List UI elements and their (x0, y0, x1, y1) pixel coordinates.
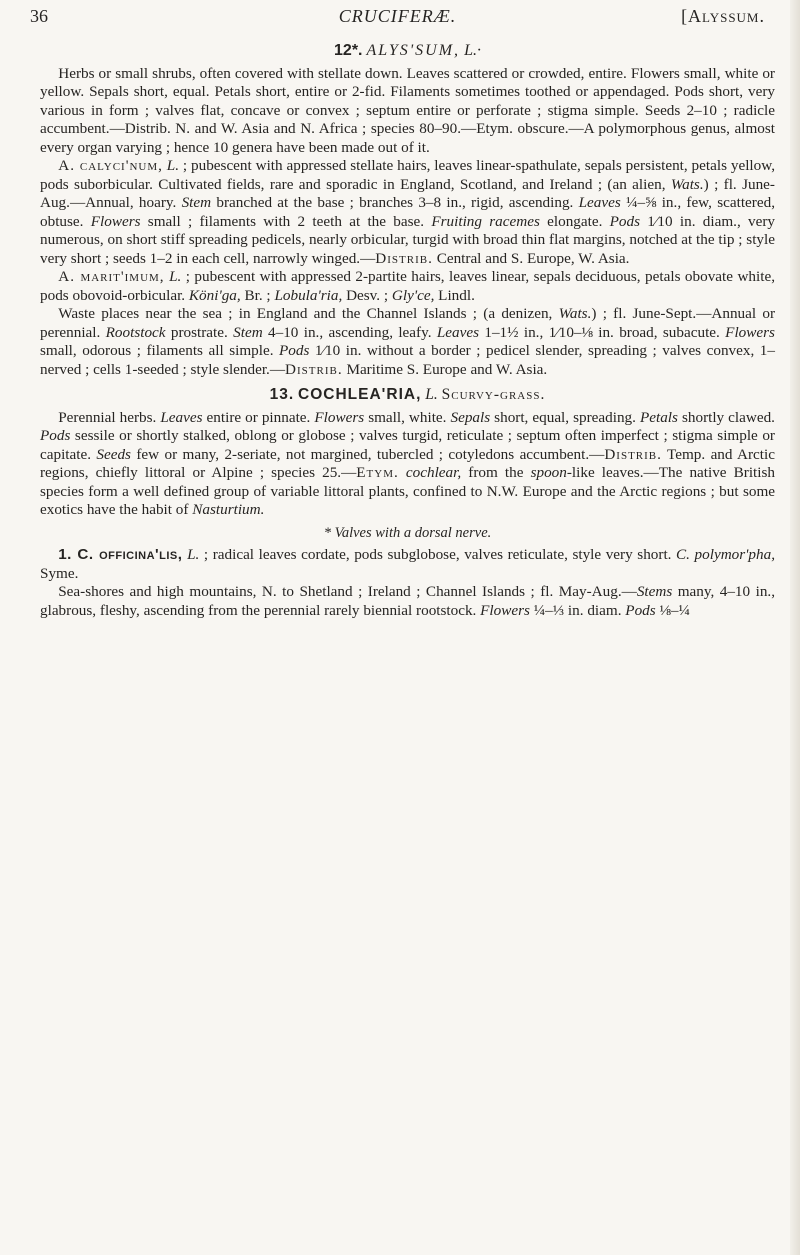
page-edge (790, 0, 800, 1255)
running-title: CRUCIFERÆ. (338, 6, 457, 26)
section-label: [Alyssum. (681, 6, 765, 26)
species-calycinum: A. calyci'num, L. ; pubescent with appressed stellate hairs, leaves linear-spathulate, sepals persistent, petals yellow, pods suborbicular. Cultivated fields, rare and sporadic in England, Scotland, and Ireland ; (an alien, Wats.) ; fl. June-Aug.—Annual, hoary. Stem branched at the base ; branches 3–8 in., rigid, ascending. Leaves ¼–⅝ in., few, scattered, obtuse. Flowers small ; filaments with 2 teeth at the base. Fruiting racemes elongate. Pods 1⁄10 in. diam., very numerous, on short stiff spreading pedicels, nearly orbicular, turgid with broad thin flat margins, notched at the tip ; style very short ; seeds 1–2 in each cell, narrowly winged.—Distrib. Central and S. Europe, W. Asia. (40, 157, 776, 267)
genus-heading-alyssum: 12*. ALYS'SUM, L.· (334, 42, 481, 59)
subsection-heading: * Valves with a dorsal nerve. (323, 524, 492, 541)
genus-heading-cochlearia: 13. COCHLEA'RIA, L. Scurvy-grass. (269, 386, 546, 403)
page-number: 36 (30, 6, 48, 26)
species-maritimum: A. marit'imum, L. ; pubescent with appressed 2-partite hairs, leaves linear, sepals deciduous, petals obovate white, pods obovoid-orbicular. Köni'ga, Br. ; Lobula'ria, Desv. ; Gly'ce, Lindl. (40, 268, 775, 304)
species-officinalis: 1. C. officina'lis, L. ; radical leaves cordate, pods subglobose, valves reticulate, style very short. C. polymor'pha, Syme. (40, 546, 776, 582)
genus-description-cochlearia: Perennial herbs. Leaves entire or pinnate. Flowers small, white. Sepals short, equal, spreading. Petals shortly clawed. Pods sessile or shortly stalked, oblong or globose ; valves turgid, reticulate ; septum often imperfect ; stigma simple or capitate. Seeds few or many, 2-seriate, not margined, tubercled ; cotyledons accumbent.—Distrib. Temp. and Arctic regions, chiefly littoral or Alpine ; species 25.—Etym. cochlear, from the spoon-like leaves.—The native British species form a well defined group of variable littoral plants, confined to N.W. Europe and the Arctic regions ; but some exotics have the habit of Nasturtium. (40, 408, 776, 518)
species-officinalis-habitat: Sea-shores and high mountains, N. to Shetland ; Ireland ; Channel Islands ; fl. May-Aug.—Stems many, 4–10 in., glabrous, fleshy, ascending from the perennial rarely biennial rootstock. Flowers ¼–⅓ in. diam. Pods ⅛–¼ (40, 583, 776, 619)
genus-description-alyssum: Herbs or small shrubs, often covered with stellate down. Leaves scattered or crowded, entire. Flowers small, white or yellow. Sepals short, equal. Petals short, entire or 2-fid. Filaments sometimes toothed or appendaged. Pods short, very various in form ; valves flat, concave or convex ; septum entire or perforate ; stigma simple. Seeds 2–10 ; radicle accumbent.—Distrib. N. and W. Asia and N. Africa ; species 80–90.—Etym. obscure.—A polymorphous genus, almost every organ varying ; hence 10 genera have been made out of it. (40, 64, 775, 156)
species-maritimum-habitat: Waste places near the sea ; in England and the Channel Islands ; (a denizen, Wats.) ; fl. June-Sept.—Annual or perennial. Rootstock prostrate. Stem 4–10 in., ascending, leafy. Leaves 1–1½ in., 1⁄10–⅛ in. broad, subacute. Flowers small, odorous ; filaments all simple. Pods 1⁄10 in. without a border ; pedicel slender, spreading ; valves convex, 1–nerved ; cells 1-seeded ; style slender.—Distrib. Maritime S. Europe and W. Asia. (40, 305, 776, 378)
running-header (30, 6, 765, 30)
body-text (40, 36, 775, 620)
